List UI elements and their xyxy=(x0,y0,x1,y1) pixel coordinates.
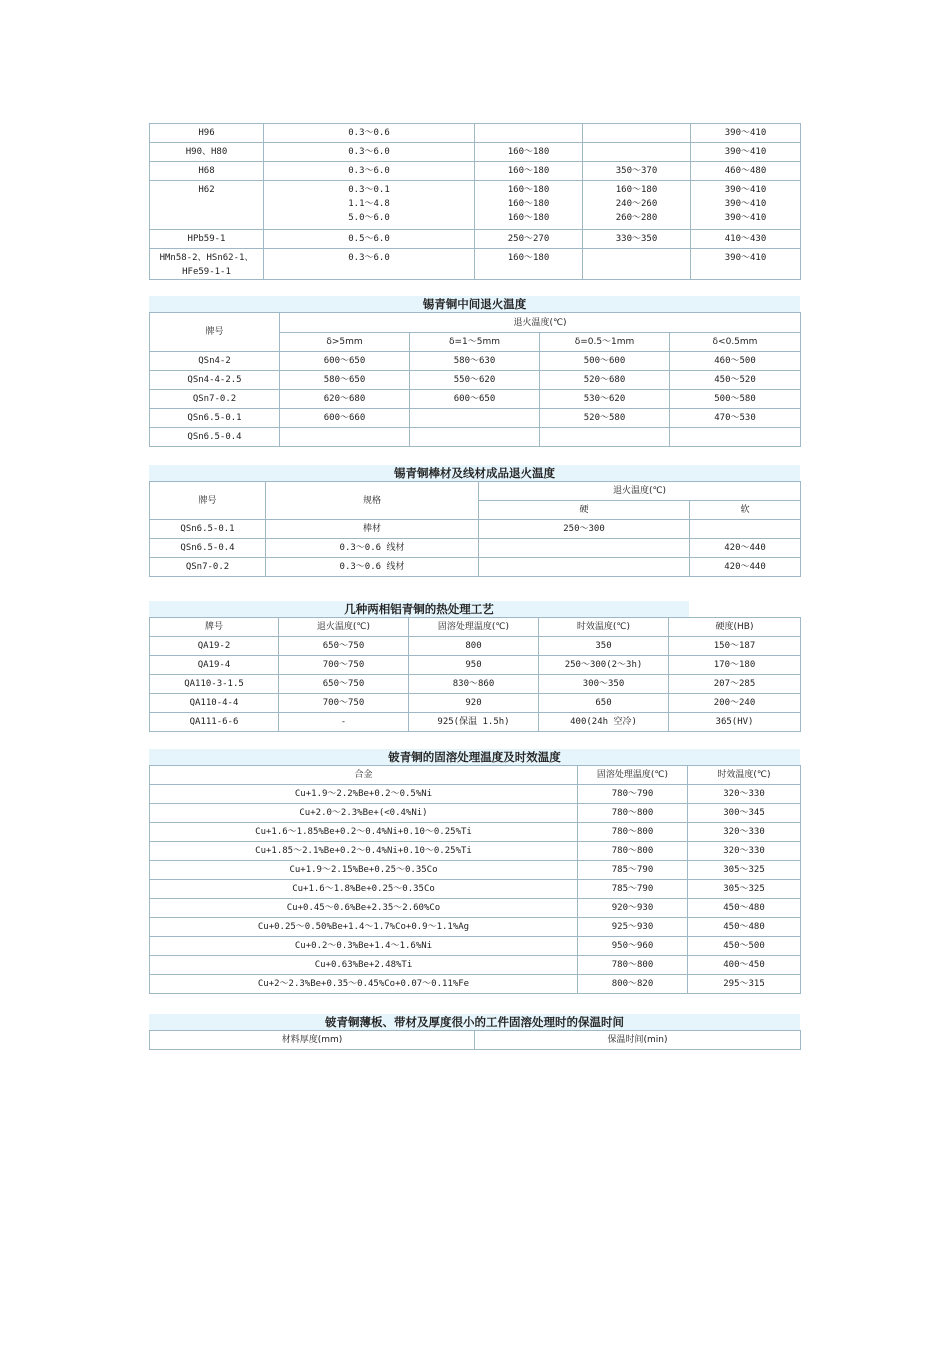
table-cell: 780～800 xyxy=(578,804,688,823)
table-cell: 200～240 xyxy=(669,694,801,713)
table-cell: QA110-3-1.5 xyxy=(150,675,279,694)
table-row xyxy=(150,371,801,390)
table-cell: Cu+0.63%Be+2.48%Ti xyxy=(150,956,578,975)
temp-cell xyxy=(410,428,540,447)
thickness-cell: 0.3～0.6 xyxy=(264,124,475,143)
al-bronze-section xyxy=(149,601,800,732)
temp-cell: 160～180 xyxy=(475,143,583,162)
hard-temp-cell xyxy=(479,558,690,577)
table-cell: 950～960 xyxy=(578,937,688,956)
thickness-cell: 0.3～0.1 1.1～4.8 5.0～6.0 xyxy=(264,181,475,230)
spec-cell: 棒材 xyxy=(266,520,479,539)
sub-header: δ>5mm xyxy=(280,333,410,352)
table-row xyxy=(150,956,801,975)
table-cell: Cu+2～2.3%Be+0.35～0.45%Co+0.07～0.11%Fe xyxy=(150,975,578,994)
column-header: 牌号 xyxy=(150,618,279,637)
temp-cell: 600～660 xyxy=(280,409,410,428)
table-cell: QA110-4-4 xyxy=(150,694,279,713)
table-cell: 780～790 xyxy=(578,785,688,804)
tin-bronze-intermediate-section xyxy=(149,296,800,447)
column-header: 固溶处理温度(℃) xyxy=(578,766,688,785)
section-title: 锡青铜中间退火温度 xyxy=(149,296,800,312)
section-title: 几种两相铝青铜的热处理工艺 xyxy=(149,601,689,617)
temp-cell: 410～430 xyxy=(691,230,801,249)
spec-cell: 0.3～0.6 线材 xyxy=(266,539,479,558)
table-cell: 207～285 xyxy=(669,675,801,694)
table-cell: Cu+1.6～1.8%Be+0.25～0.35Co xyxy=(150,880,578,899)
temp-cell: 500～600 xyxy=(540,352,670,371)
table-row xyxy=(150,975,801,994)
table-cell: 250～300(2～3h) xyxy=(539,656,669,675)
soft-temp-cell: 420～440 xyxy=(690,558,801,577)
temp-cell: 390～410 xyxy=(691,124,801,143)
temp-cell: 160～180 xyxy=(475,249,583,280)
table-cell: 450～500 xyxy=(688,937,801,956)
temp-cell xyxy=(280,428,410,447)
grade-cell: H62 xyxy=(150,181,264,230)
table-row xyxy=(150,181,801,230)
table-cell: 785～790 xyxy=(578,880,688,899)
table-cell: 780～800 xyxy=(578,823,688,842)
thickness-header: 材料厚度(mm) xyxy=(150,1031,475,1050)
column-header: 硬度(HB) xyxy=(669,618,801,637)
temp-cell xyxy=(583,249,691,280)
table-cell: Cu+0.25～0.50%Be+1.4～1.7%Co+0.9～1.1%Ag xyxy=(150,918,578,937)
temp-cell: 160～180 240～260 260～280 xyxy=(583,181,691,230)
table-row xyxy=(150,861,801,880)
table-row xyxy=(150,162,801,181)
section-title: 锡青铜棒材及线材成品退火温度 xyxy=(149,465,800,481)
table-row xyxy=(150,249,801,280)
temp-cell: 350～370 xyxy=(583,162,691,181)
soft-temp-cell: 420～440 xyxy=(690,539,801,558)
column-header: 时效温度(℃) xyxy=(688,766,801,785)
table-cell: 920～930 xyxy=(578,899,688,918)
column-header: 退火温度(℃) xyxy=(279,618,409,637)
table-cell: 320～330 xyxy=(688,823,801,842)
temp-cell: 530～620 xyxy=(540,390,670,409)
table-cell: 800～820 xyxy=(578,975,688,994)
grade-cell: HPb59-1 xyxy=(150,230,264,249)
table-row xyxy=(150,390,801,409)
table-cell: 320～330 xyxy=(688,842,801,861)
temp-cell xyxy=(670,428,801,447)
temp-cell: 580～630 xyxy=(410,352,540,371)
table-row xyxy=(150,823,801,842)
grade-cell: H90、H80 xyxy=(150,143,264,162)
temp-cell: 580～650 xyxy=(280,371,410,390)
table-cell: 830～860 xyxy=(409,675,539,694)
table-cell: 650～750 xyxy=(279,675,409,694)
table-cell: Cu+1.6～1.85%Be+0.2～0.4%Ni+0.10～0.25%Ti xyxy=(150,823,578,842)
table-cell: 450～480 xyxy=(688,918,801,937)
temp-cell: 330～350 xyxy=(583,230,691,249)
soft-header: 软 xyxy=(690,501,801,520)
table-cell: 320～330 xyxy=(688,785,801,804)
temp-cell: 500～580 xyxy=(670,390,801,409)
table-row xyxy=(150,694,801,713)
temp-cell xyxy=(583,124,691,143)
temp-cell: 520～680 xyxy=(540,371,670,390)
table-cell: 170～180 xyxy=(669,656,801,675)
temp-cell xyxy=(540,428,670,447)
sub-header: δ=1～5mm xyxy=(410,333,540,352)
temp-cell: 600～650 xyxy=(280,352,410,371)
spec-cell: 0.3～0.6 线材 xyxy=(266,558,479,577)
grade-cell: H96 xyxy=(150,124,264,143)
table-row xyxy=(150,804,801,823)
table-cell: 350 xyxy=(539,637,669,656)
column-header: 合金 xyxy=(150,766,578,785)
temp-cell xyxy=(410,409,540,428)
grade-cell: QSn7-0.2 xyxy=(150,390,280,409)
table-cell: 700～750 xyxy=(279,694,409,713)
temp-cell: 550～620 xyxy=(410,371,540,390)
table-cell: QA111-6-6 xyxy=(150,713,279,732)
table-row xyxy=(150,675,801,694)
be-sheet-section xyxy=(149,1014,800,1050)
grade-cell: QSn6.5-0.4 xyxy=(150,428,280,447)
table-cell: 400～450 xyxy=(688,956,801,975)
grade-cell: QSn6.5-0.1 xyxy=(150,520,266,539)
table-cell: 650～750 xyxy=(279,637,409,656)
table-row xyxy=(150,143,801,162)
table-cell: Cu+2.0～2.3%Be+(<0.4%Ni) xyxy=(150,804,578,823)
column-header: 固溶处理温度(℃) xyxy=(409,618,539,637)
temp-cell: 160～180 xyxy=(475,162,583,181)
sub-header: δ<0.5mm xyxy=(670,333,801,352)
table-cell: 295～315 xyxy=(688,975,801,994)
temp-cell: 620～680 xyxy=(280,390,410,409)
table-cell: 305～325 xyxy=(688,880,801,899)
temp-cell: 600～650 xyxy=(410,390,540,409)
table-cell: QA19-2 xyxy=(150,637,279,656)
table-cell: 450～480 xyxy=(688,899,801,918)
table-cell: Cu+1.9～2.15%Be+0.25～0.35Co xyxy=(150,861,578,880)
table-cell: 800 xyxy=(409,637,539,656)
table-cell: 950 xyxy=(409,656,539,675)
temp-cell xyxy=(475,124,583,143)
temp-cell: 390～410 xyxy=(691,143,801,162)
table-row xyxy=(150,520,801,539)
hard-temp-cell: 250～300 xyxy=(479,520,690,539)
table-cell: Cu+1.85～2.1%Be+0.2～0.4%Ni+0.10～0.25%Ti xyxy=(150,842,578,861)
table-cell: - xyxy=(279,713,409,732)
table-cell: 925～930 xyxy=(578,918,688,937)
table-cell: Cu+1.9～2.2%Be+0.2～0.5%Ni xyxy=(150,785,578,804)
thickness-cell: 0.5～6.0 xyxy=(264,230,475,249)
grade-cell: H68 xyxy=(150,162,264,181)
soft-temp-cell xyxy=(690,520,801,539)
hard-temp-cell xyxy=(479,539,690,558)
table-row xyxy=(150,785,801,804)
temp-cell: 390～410 390～410 390～410 xyxy=(691,181,801,230)
table-cell: QA19-4 xyxy=(150,656,279,675)
grade-cell: HMn58-2、HSn62-1、 HFe59-1-1 xyxy=(150,249,264,280)
table-row xyxy=(150,230,801,249)
temp-cell: 450～520 xyxy=(670,371,801,390)
table-row xyxy=(150,558,801,577)
table-cell: 300～345 xyxy=(688,804,801,823)
thickness-cell: 0.3～6.0 xyxy=(264,143,475,162)
table-cell: 920 xyxy=(409,694,539,713)
table-cell: 400(24h 空冷) xyxy=(539,713,669,732)
table-row xyxy=(150,124,801,143)
grade-cell: QSn6.5-0.4 xyxy=(150,539,266,558)
table-cell: 925(保温 1.5h) xyxy=(409,713,539,732)
table-row xyxy=(150,637,801,656)
table-row xyxy=(150,656,801,675)
table-cell: 365(HV) xyxy=(669,713,801,732)
temp-cell: 520～580 xyxy=(540,409,670,428)
grade-header: 牌号 xyxy=(150,313,280,352)
thickness-cell: 0.3～6.0 xyxy=(264,162,475,181)
table-row xyxy=(150,428,801,447)
tin-bronze-rod-section xyxy=(149,465,800,577)
temp-cell: 470～530 xyxy=(670,409,801,428)
table-row xyxy=(150,842,801,861)
table-row xyxy=(150,937,801,956)
spec-header: 规格 xyxy=(266,482,479,520)
grade-cell: QSn4-4-2.5 xyxy=(150,371,280,390)
table-cell: 780～800 xyxy=(578,842,688,861)
table-cell: 300～350 xyxy=(539,675,669,694)
section-title: 铍青铜薄板、带材及厚度很小的工件固溶处理时的保温时间 xyxy=(149,1014,800,1030)
table-cell: 785～790 xyxy=(578,861,688,880)
temp-cell: 460～480 xyxy=(691,162,801,181)
table-cell: Cu+0.45～0.6%Be+2.35～2.60%Co xyxy=(150,899,578,918)
table-row xyxy=(150,352,801,371)
grade-header: 牌号 xyxy=(150,482,266,520)
table-row xyxy=(150,880,801,899)
sub-header: δ=0.5～1mm xyxy=(540,333,670,352)
brass-annealing-table xyxy=(149,123,800,280)
grade-cell: QSn7-0.2 xyxy=(150,558,266,577)
temp-cell xyxy=(583,143,691,162)
table-row xyxy=(150,918,801,937)
table-cell: 780～800 xyxy=(578,956,688,975)
grade-cell: QSn4-2 xyxy=(150,352,280,371)
temp-header: 退火温度(℃) xyxy=(479,482,801,501)
be-bronze-section xyxy=(149,749,800,994)
hard-header: 硬 xyxy=(479,501,690,520)
table-row xyxy=(150,409,801,428)
temp-cell: 250～270 xyxy=(475,230,583,249)
table-cell: 650 xyxy=(539,694,669,713)
table-cell: Cu+0.2～0.3%Be+1.4～1.6%Ni xyxy=(150,937,578,956)
temp-cell: 160～180 160～180 160～180 xyxy=(475,181,583,230)
table-cell: 700～750 xyxy=(279,656,409,675)
temp-cell: 390～410 xyxy=(691,249,801,280)
table-cell: 305～325 xyxy=(688,861,801,880)
table-row xyxy=(150,899,801,918)
table-row xyxy=(150,713,801,732)
table-cell: 150～187 xyxy=(669,637,801,656)
section-title: 铍青铜的固溶处理温度及时效温度 xyxy=(149,749,800,765)
temp-cell: 460～500 xyxy=(670,352,801,371)
thickness-cell: 0.3～6.0 xyxy=(264,249,475,280)
temp-header: 退火温度(℃) xyxy=(280,313,801,333)
table-row xyxy=(150,539,801,558)
grade-cell: QSn6.5-0.1 xyxy=(150,409,280,428)
holding-time-header: 保温时间(min) xyxy=(475,1031,801,1050)
column-header: 时效温度(℃) xyxy=(539,618,669,637)
